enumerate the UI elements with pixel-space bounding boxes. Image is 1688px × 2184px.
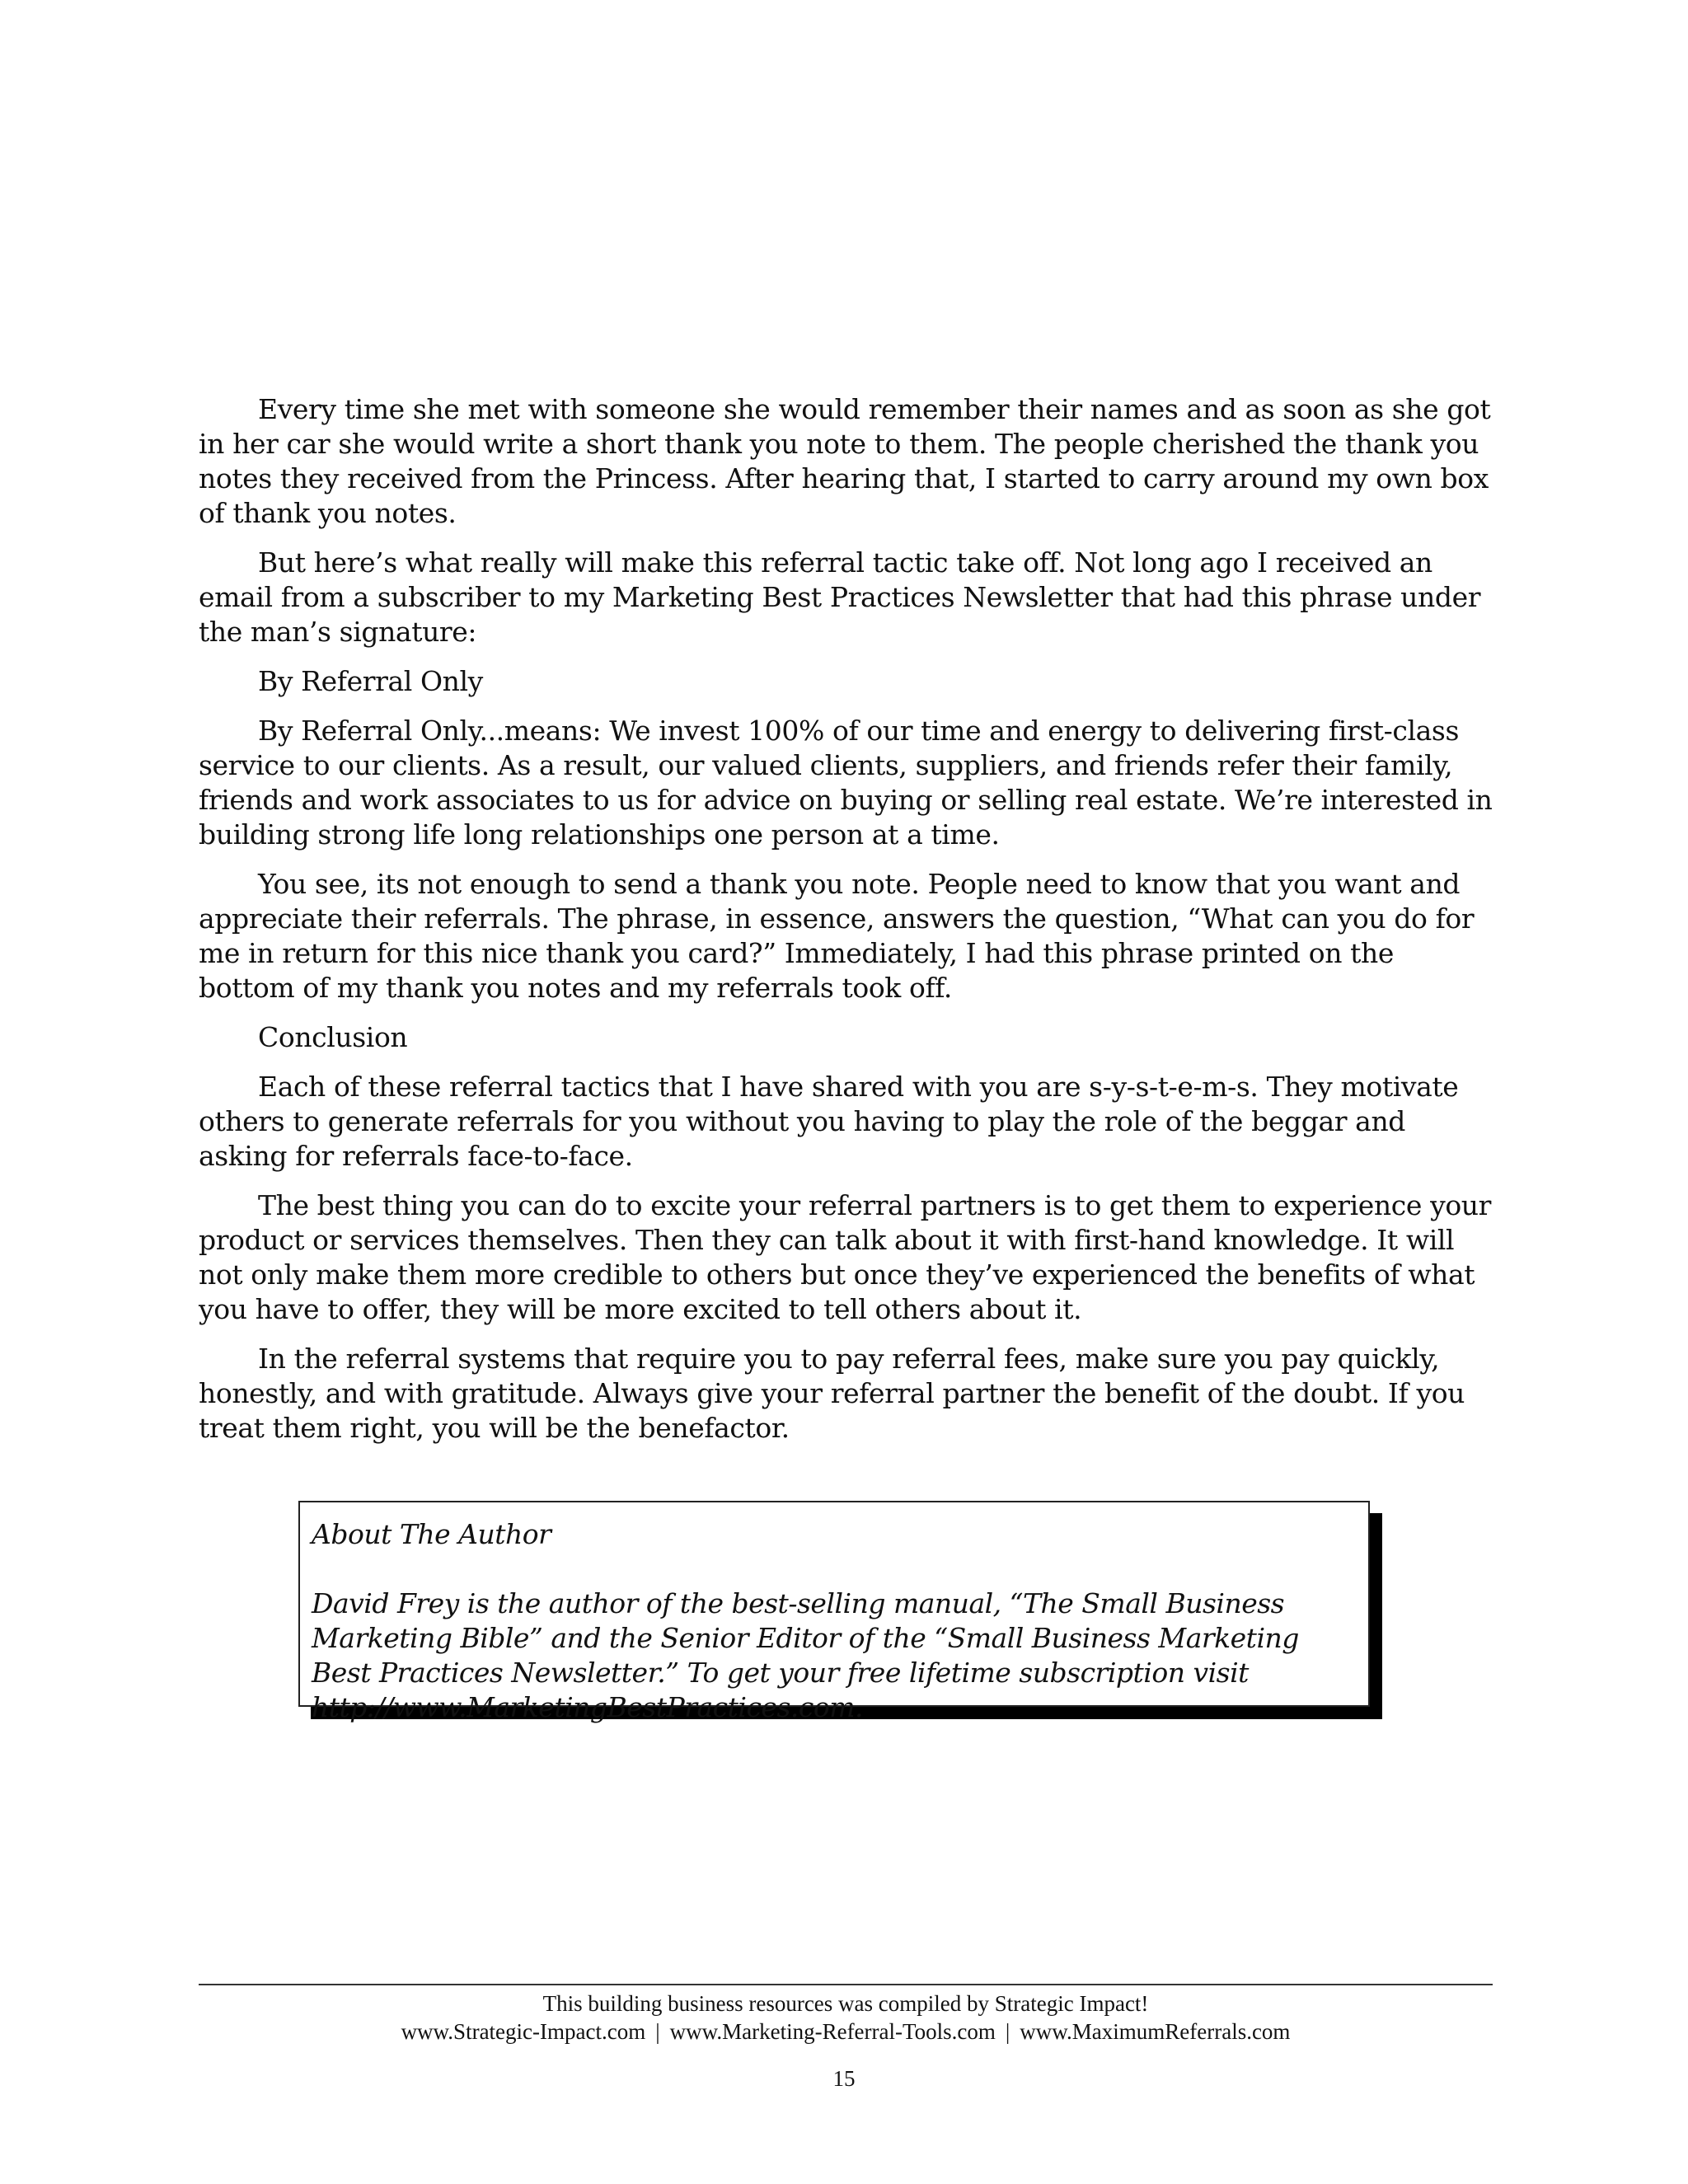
paragraph-referral-fees: In the referral systems that require you to pay referral fees, make sure you pay quickly, honestly, and with gratitude. Always give your referral partner the benefit of the doubt. If you treat them right, you will be the benefactor. [199, 1343, 1465, 1444]
footer-links [199, 2018, 1493, 2046]
page-footer [199, 1990, 1493, 2046]
about-author-text: David Frey is the author of the best-selling manual, “The Small Business Marketing Bible” and the Senior Editor of the “Small Business Marketing Best Practices Newsletter.” To get your free lifetime subscription visit http://www.MarketingBestPractices.com. [312, 1587, 1299, 1723]
footer-divider [199, 1984, 1493, 1985]
paragraph-by-referral-only-meaning: By Referral Only...means: We invest 100% of our time and energy to delivering first-class service to our clients. As a result, our valued clients, suppliers, and friends refer their family, friends and work associates to us for advice on buying or selling real estate. We’re interested in building strong life long relationships one person at a time. [199, 715, 1493, 851]
about-author-box [298, 1501, 1370, 1723]
footer-separator: | [655, 2019, 660, 2044]
phrase-by-referral-only: By Referral Only [258, 665, 483, 697]
paragraph-thank-you-notes: Every time she met with someone she would remember their names and as soon as she got in her car she would write a short thank you note to them. The people cherished the thank you notes they received from the Princess. After hearing that, I started to carry around my own box of thank you notes. [199, 393, 1491, 529]
article-body [199, 392, 1493, 1460]
section-heading-conclusion: Conclusion [258, 1021, 408, 1053]
paragraph-systems: Each of these referral tactics that I have shared with you are s-y-s-t-e-m-s. They motivate others to generate referrals for you without you having to play the role of the beggar and asking for referrals face-to-face. [199, 1071, 1459, 1172]
footer-link-strategic-impact[interactable]: www.Strategic-Impact.com [401, 2019, 646, 2044]
footer-link-maximum-referrals[interactable]: www.MaximumReferrals.com [1020, 2019, 1291, 2044]
footer-credit: This building business resources was compiled by Strategic Impact! [542, 1991, 1149, 2016]
page-number: 15 [832, 2066, 856, 2091]
about-author-heading: About The Author [312, 1518, 551, 1550]
footer-separator: | [1005, 2019, 1010, 2044]
footer-link-marketing-referral-tools[interactable]: www.Marketing-Referral-Tools.com [669, 2019, 996, 2044]
paragraph-appreciate-referrals: You see, its not enough to send a thank you note. People need to know that you want and appreciate their referrals. The phrase, in essence, answers the question, “What can you do for me in return for this nice thank you card?” Immediately, I had this phrase printed on the bottom of my thank you notes and my referrals took off. [199, 868, 1475, 1004]
paragraph-experience-product: The best thing you can do to excite your referral partners is to get them to experience your product or services themselves. Then they can talk about it with first-hand knowledge. It will not only make them more credible to others but once they’ve experienced the benefits of what you have to offer, they will be more excited to tell others about it. [199, 1189, 1492, 1325]
paragraph-referral-tactic: But here’s what really will make this referral tactic take off. Not long ago I received an email from a subscriber to my Marketing Best Practices Newsletter that had this phrase under the man’s signature: [199, 546, 1481, 648]
